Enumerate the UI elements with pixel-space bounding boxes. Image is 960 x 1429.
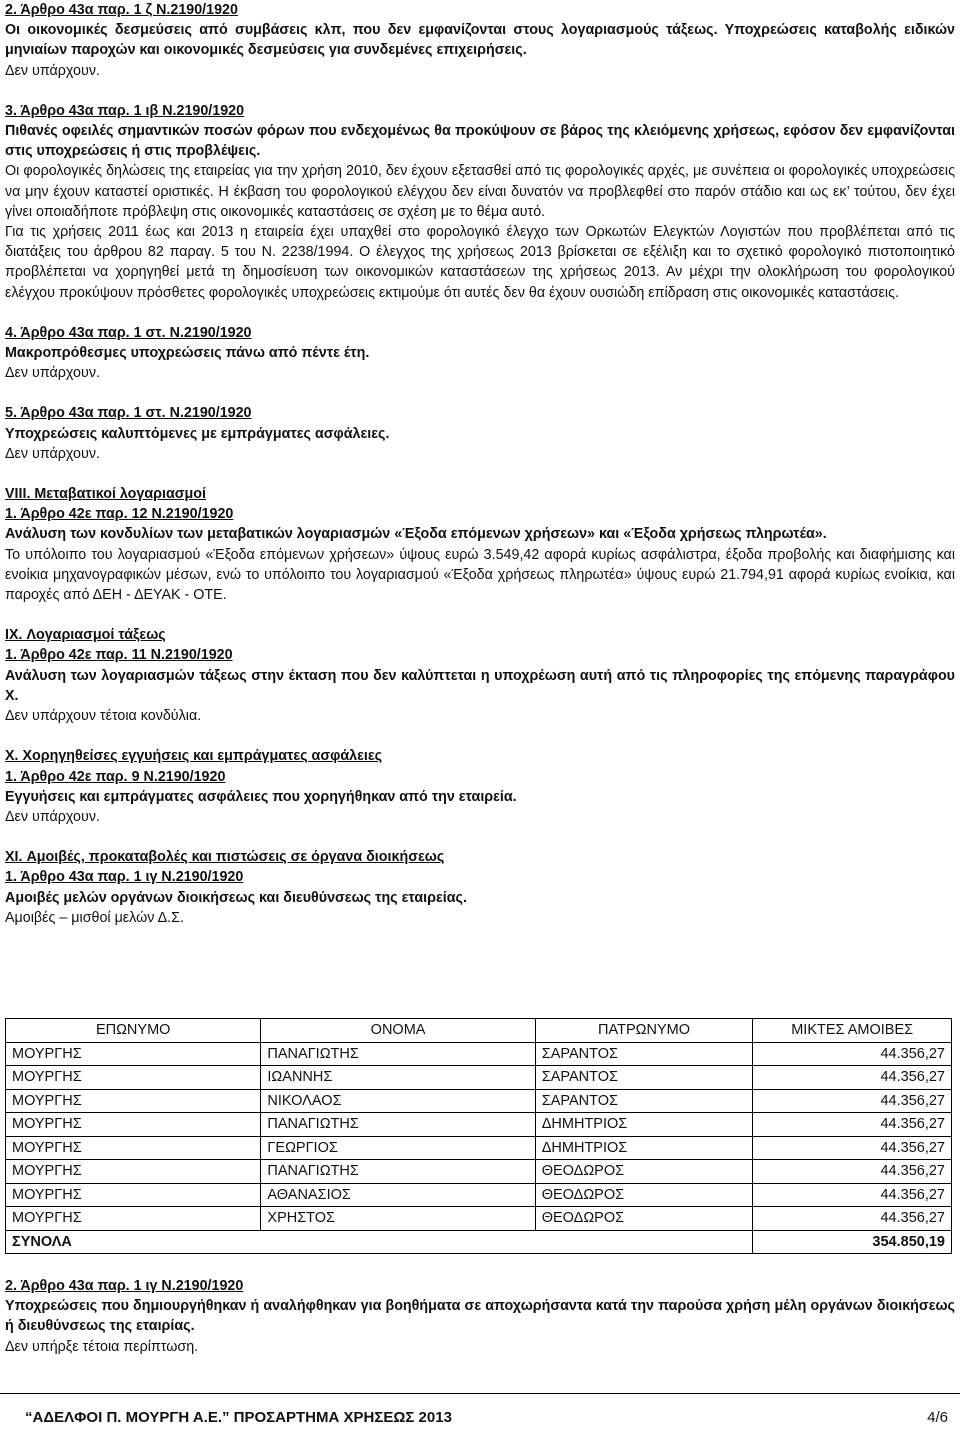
cell-surname: ΜΟΥΡΓΗΣ — [6, 1089, 261, 1113]
section-subtitle: Ανάλυση των κονδυλίων των μεταβατικών λογαριασμών «Έξοδα επόμενων χρήσεων» και «Έξοδα χρήσεως πληρωτέα». — [5, 526, 827, 543]
cell-name: ΠΑΝΑΓΙΩΤΗΣ — [261, 1042, 535, 1066]
cell-fathers-name: ΔΗΜΗΤΡΙΟΣ — [535, 1113, 753, 1137]
section-body-paragraph: Για τις χρήσεις 2011 έως και 2013 η εταιρεία έχει υπαχθεί στο φορολογικό έλεγχο των Ορκωτών Ελεγκτών Λογιστών που προβλέπεται από τις διατάξεις του άρθρου 82 παραγ. 5 του Ν. 2238/1994. Ο έλεγχος της χρήσεως 2013 βρίσκεται σε εξέλιξη και το σχετικό φορολογικό πιστοποιητικό προβλέπεται να χορηγηθεί μετά τη δημοσίευση των οικονομικών καταστάσεων της χρήσεως 2013. Αν μέχρι την ολοκλήρωση του φορολογικού ελέγχου προκύψουν πρόσθετες φορολογικές υποχρεώσεις εκτιμούμε ότι αυτές δεν θα έχουν ουσιώδη επίδραση στις οικονομικές καταστάσεις. — [5, 224, 955, 301]
cell-surname: ΜΟΥΡΓΗΣ — [6, 1160, 261, 1184]
section-5 — [5, 403, 955, 464]
section-subtitle: Ανάλυση των λογαριασμών τάξεως στην έκταση που δεν καλύπτεται η υποχρέωση αυτή από τις πληροφορίες της επόμενης παραγράφου Χ. — [5, 667, 955, 704]
section-body: Δεν υπάρχουν. — [5, 62, 100, 79]
document-content — [5, 0, 955, 928]
footer-divider — [0, 1393, 960, 1394]
cell-name: ΑΘΑΝΑΣΙΟΣ — [261, 1183, 535, 1207]
section-body: Δεν υπάρχουν. — [5, 445, 100, 462]
chapter-title: X. Χορηγηθείσες εγγυήσεις και εμπράγματες ασφάλειες — [5, 748, 383, 765]
section-body: Δεν υπάρχουν. — [5, 808, 100, 825]
table-row — [6, 1136, 952, 1160]
section-heading: 1. Άρθρο 43α παρ. 1 ιγ Ν.2190/1920 — [5, 869, 244, 886]
section-heading: 2. Άρθρο 43α παρ. 1 ιγ Ν.2190/1920 — [5, 1278, 244, 1294]
cell-surname: ΜΟΥΡΓΗΣ — [6, 1113, 261, 1137]
cell-fathers-name: ΣΑΡΑΝΤΟΣ — [535, 1042, 753, 1066]
cell-gross-pay: 44.356,27 — [753, 1136, 952, 1160]
section-ix — [5, 625, 955, 726]
cell-fathers-name: ΣΑΡΑΝΤΟΣ — [535, 1089, 753, 1113]
section-body: Αμοιβές – μισθοί μελών Δ.Σ. — [5, 909, 184, 926]
cell-fathers-name: ΘΕΟΔΩΡΟΣ — [535, 1160, 753, 1184]
section-subtitle: Αμοιβές μελών οργάνων διοικήσεως και διευθύνσεως της εταιρείας. — [5, 889, 467, 906]
section-heading: 3. Άρθρο 43α παρ. 1 ιβ Ν.2190/1920 — [5, 102, 245, 119]
chapter-title: XI. Αμοιβές, προκαταβολές και πιστώσεις σε όργανα διοικήσεως — [5, 849, 445, 866]
cell-gross-pay: 44.356,27 — [753, 1207, 952, 1231]
cell-gross-pay: 44.356,27 — [753, 1183, 952, 1207]
column-header-fathers-name: ΠΑΤΡΩΝΥΜΟ — [535, 1019, 753, 1043]
section-3 — [5, 101, 955, 303]
cell-name: ΓΕΩΡΓΙΟΣ — [261, 1136, 535, 1160]
section-4 — [5, 323, 955, 384]
cell-fathers-name: ΣΑΡΑΝΤΟΣ — [535, 1066, 753, 1090]
table-row — [6, 1089, 952, 1113]
section-heading: 1. Άρθρο 42ε παρ. 11 Ν.2190/1920 — [5, 647, 233, 664]
page-number: 4/6 — [927, 1409, 948, 1426]
cell-gross-pay: 44.356,27 — [753, 1089, 952, 1113]
table-row — [6, 1042, 952, 1066]
cell-gross-pay: 44.356,27 — [753, 1113, 952, 1137]
cell-gross-pay: 44.356,27 — [753, 1160, 952, 1184]
cell-fathers-name: ΔΗΜΗΤΡΙΟΣ — [535, 1136, 753, 1160]
cell-gross-pay: 44.356,27 — [753, 1066, 952, 1090]
section-heading: 5. Άρθρο 43α παρ. 1 στ. Ν.2190/1920 — [5, 405, 252, 422]
section-subtitle: Υποχρεώσεις που δημιουργήθηκαν ή αναλήφθηκαν για βοηθήματα σε αποχωρήσαντα κατά την παρούσα χρήση μέλη οργάνων διοικήσεως ή διευθύνσεως της εταιρίας. — [5, 1298, 955, 1335]
section-xi-2 — [5, 1276, 955, 1357]
section-subtitle: Εγγυήσεις και εμπράγματες ασφάλειες που χορηγήθηκαν από την εταιρεία. — [5, 788, 517, 805]
cell-name: ΠΑΝΑΓΙΩΤΗΣ — [261, 1160, 535, 1184]
cell-surname: ΜΟΥΡΓΗΣ — [6, 1042, 261, 1066]
cell-gross-pay: 44.356,27 — [753, 1042, 952, 1066]
section-heading: 2. Άρθρο 43α παρ. 1 ζ Ν.2190/1920 — [5, 2, 238, 18]
cell-name: ΙΩΑΝΝΗΣ — [261, 1066, 535, 1090]
cell-fathers-name: ΘΕΟΔΩΡΟΣ — [535, 1183, 753, 1207]
footer-company-title: “ΑΔΕΛΦΟΙ Π. ΜΟΥΡΓΗ Α.Ε.” ΠΡΟΣΑΡΤΗΜΑ ΧΡΗΣΕΩΣ 2013 — [25, 1409, 452, 1426]
section-subtitle: Μακροπρόθεσμες υποχρεώσεις πάνω από πέντε έτη. — [5, 345, 370, 362]
section-heading: 1. Άρθρο 42ε παρ. 9 Ν.2190/1920 — [5, 768, 226, 785]
column-header-gross-pay: ΜΙΚΤΕΣ ΑΜΟΙΒΕΣ — [753, 1019, 952, 1043]
table-total-row — [6, 1230, 952, 1254]
cell-name: ΧΡΗΣΤΟΣ — [261, 1207, 535, 1231]
section-viii — [5, 484, 955, 605]
section-heading: 1. Άρθρο 42ε παρ. 12 Ν.2190/1920 — [5, 506, 234, 523]
table-header-row — [6, 1019, 952, 1043]
column-header-surname: ΕΠΩΝΥΜΟ — [6, 1019, 261, 1043]
cell-fathers-name: ΘΕΟΔΩΡΟΣ — [535, 1207, 753, 1231]
section-body: Δεν υπάρχουν τέτοια κονδύλια. — [5, 708, 202, 725]
table-row — [6, 1113, 952, 1137]
cell-surname: ΜΟΥΡΓΗΣ — [6, 1207, 261, 1231]
cell-name: ΠΑΝΑΓΙΩΤΗΣ — [261, 1113, 535, 1137]
table-row — [6, 1160, 952, 1184]
chapter-title: VIII. Μεταβατικοί λογαριασμοί — [5, 486, 206, 503]
chapter-title: IX. Λογαριασμοί τάξεως — [5, 627, 166, 644]
section-body: Δεν υπάρχουν. — [5, 365, 100, 382]
page-footer — [0, 1404, 960, 1428]
section-body: Το υπόλοιπο του λογαριασμού «Έξοδα επόμενων χρήσεων» ύψους ευρώ 3.549,42 αφορά κυρίως ασφάλιστρα, έξοδα προβολής και διαφήμισης και ενοίκια μηχανογραφικών μέσων, ενώ το υπόλοιπο του λογαριασμού «Έξοδα χρήσεως πληρωτέα» ύψους ευρώ 21.794,91 αφορά κυρίως ενοίκια, και παροχές από ΔΕΗ - ΔΕΥΑΚ - ΟΤΕ. — [5, 546, 955, 604]
table-row — [6, 1207, 952, 1231]
section-2 — [5, 0, 955, 81]
cell-name: ΝΙΚΟΛΑΟΣ — [261, 1089, 535, 1113]
section-subtitle: Πιθανές οφειλές σημαντικών ποσών φόρων που ενδεχομένως θα προκύψουν σε βάρος της κλειόμενης χρήσεως, εφόσον δεν εμφανίζονται στις υποχρεώσεις ή στις προβλέψεις. — [5, 123, 955, 160]
cell-surname: ΜΟΥΡΓΗΣ — [6, 1136, 261, 1160]
section-body: Δεν υπήρξε τέτοια περίπτωση. — [5, 1338, 199, 1355]
section-subtitle: Υποχρεώσεις καλυπτόμενες με εμπράγματες ασφάλειες. — [5, 425, 390, 442]
total-value: 354.850,19 — [753, 1230, 952, 1254]
section-x — [5, 746, 955, 827]
section-subtitle: Οι οικονομικές δεσμεύσεις από συμβάσεις κλπ, που δεν εμφανίζονται στους λογαριασμούς τάξεως. Υποχρεώσεις καταβολής ειδικών μηνιαίων παροχών και οικονομικές δεσμεύσεις για συνδεμένες επιχειρήσεις. — [5, 22, 955, 59]
table-row — [6, 1066, 952, 1090]
compensation-table — [5, 1018, 952, 1254]
table-row — [6, 1183, 952, 1207]
column-header-name: ΟΝΟΜΑ — [261, 1019, 535, 1043]
section-xi — [5, 847, 955, 928]
total-label: ΣΥΝΟΛΑ — [6, 1230, 753, 1254]
cell-surname: ΜΟΥΡΓΗΣ — [6, 1066, 261, 1090]
section-heading: 4. Άρθρο 43α παρ. 1 στ. Ν.2190/1920 — [5, 324, 252, 341]
section-body-paragraph: Οι φορολογικές δηλώσεις της εταιρείας για την χρήση 2010, δεν έχουν εξετασθεί από τις φορολογικές αρχές, με συνέπεια οι φορολογικές υποχρεώσεις να μην έχουν καταστεί οριστικές. Η έκβαση του φορολογικού ελέγχου δεν είναι δυνατόν να προβλεφθεί στο παρόν στάδιο και ως εκ’ τούτου, δεν έχει γίνει οποιαδήποτε πρόβλεψη στις οικονομικές καταστάσεις σε σχέση με το θέμα αυτό. — [5, 163, 955, 220]
cell-surname: ΜΟΥΡΓΗΣ — [6, 1183, 261, 1207]
